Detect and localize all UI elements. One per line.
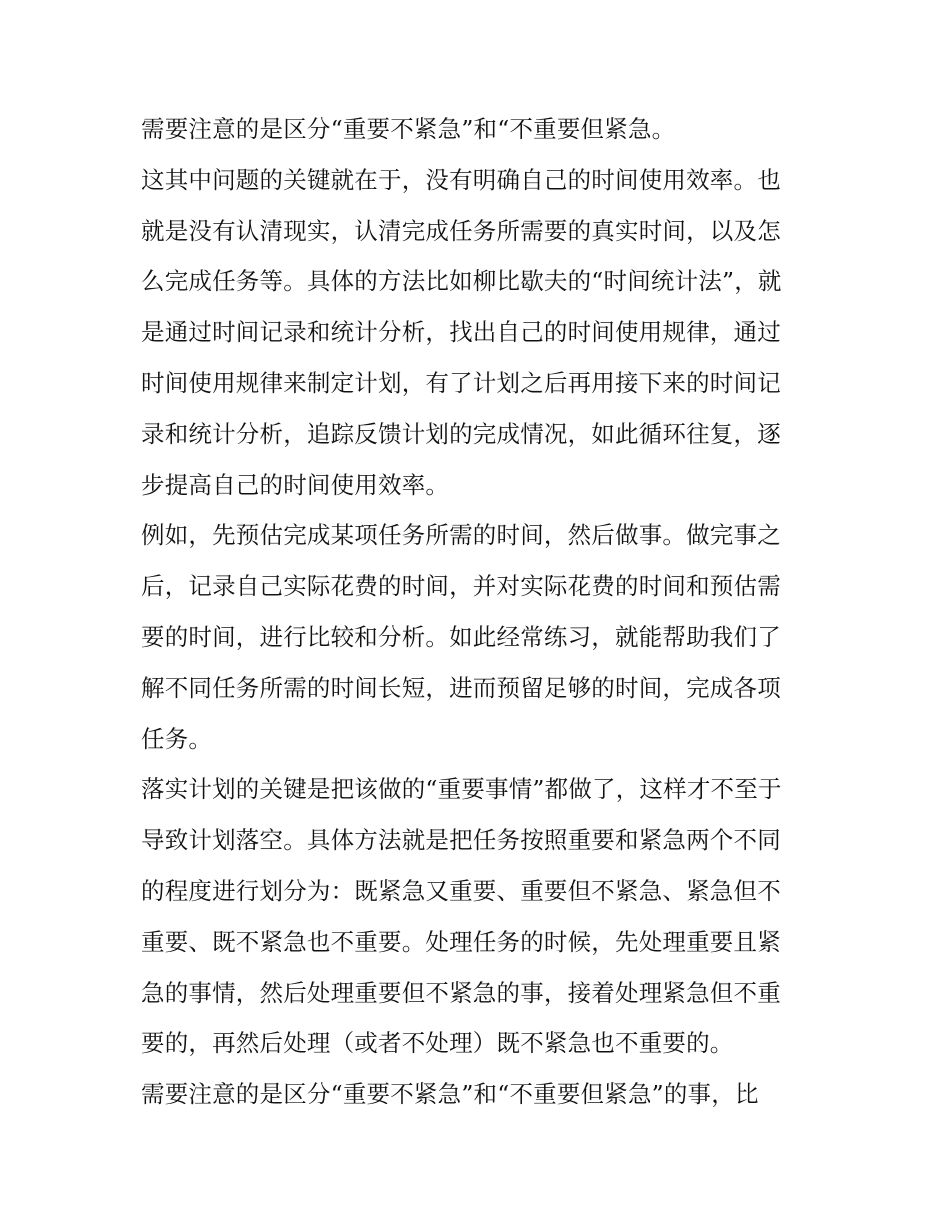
text-line: 落实计划的关键是把该做的“重要事情”都做了，这样才不至于 [141, 775, 782, 804]
text-line: 时间使用规律来制定计划，有了计划之后再用接下来的时间记 [141, 368, 781, 397]
text-line: 是通过时间记录和统计分析，找出自己的时间使用规律，通过 [141, 318, 781, 347]
text-line: 任务。 [141, 724, 213, 753]
text-line: 急的事情，然后处理重要但不紧急的事，接着处理紧急但不重 [141, 978, 781, 1007]
text-line: 录和统计分析，追踪反馈计划的完成情况，如此循环往复，逐 [141, 419, 781, 448]
text-line: 要的，再然后处理（或者不处理）既不紧急也不重要的。 [141, 1029, 734, 1058]
text-line: 的程度进行划分为：既紧急又重要、重要但不紧急、紧急但不 [141, 876, 781, 905]
text-line: 步提高自己的时间使用效率。 [141, 470, 450, 499]
text-line: 例如，先预估完成某项任务所需的时间，然后做事。做完事之 [141, 521, 781, 550]
text-line: 后，记录自己实际花费的时间，并对实际花费的时间和预估需 [141, 572, 781, 601]
body-text [141, 104, 813, 1120]
text-line: 导致计划落空。具体方法就是把任务按照重要和紧急两个不同 [141, 826, 781, 855]
text-line: 这其中问题的关键就在于，没有明确自己的时间使用效率。也 [141, 165, 781, 194]
text-line: 需要注意的是区分“重要不紧急”和“不重要但紧急。 [141, 115, 676, 143]
text-line: 要的时间，进行比较和分析。如此经常练习，就能帮助我们了 [141, 622, 781, 651]
text-line: 需要注意的是区分“重要不紧急”和“不重要但紧急”的事，比 [141, 1080, 759, 1109]
text-line: 么完成任务等。具体的方法比如柳比歇夫的“时间统计法”，就 [141, 267, 782, 296]
text-line: 就是没有认清现实，认清完成任务所需要的真实时间，以及怎 [141, 216, 781, 245]
text-line: 解不同任务所需的时间长短，进而预留足够的时间，完成各项 [141, 673, 781, 702]
text-line: 重要、既不紧急也不重要。处理任务的时候，先处理重要且紧 [141, 927, 781, 956]
